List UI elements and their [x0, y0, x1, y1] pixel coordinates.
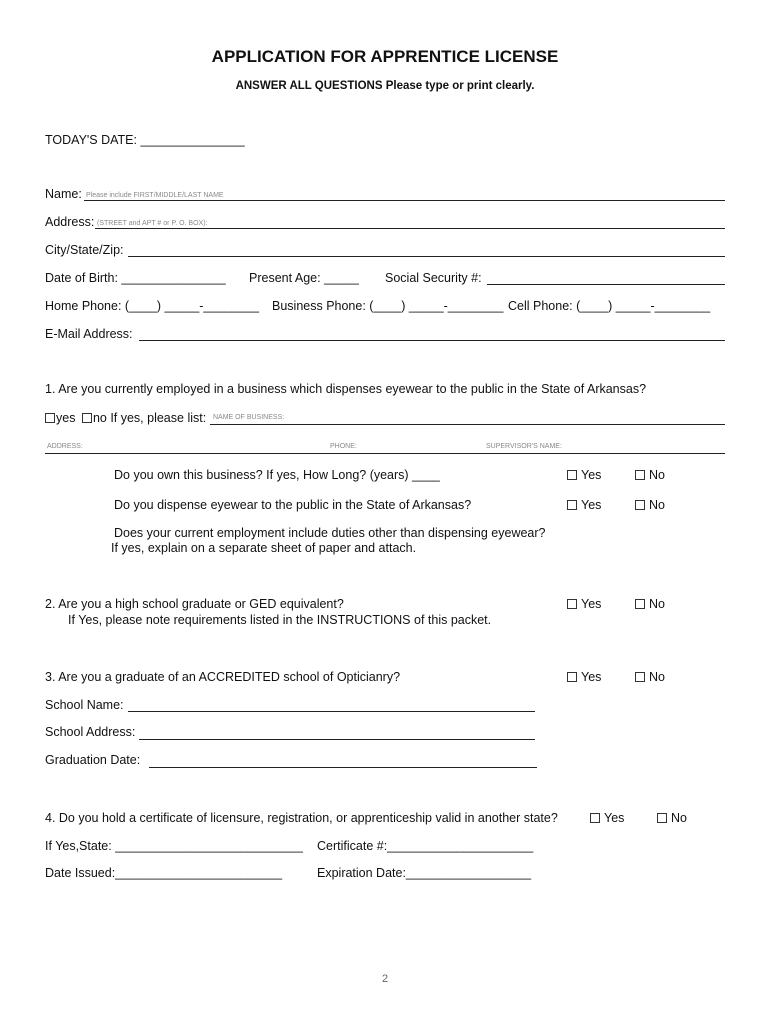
school-address-field[interactable]	[139, 739, 535, 740]
own-business-no[interactable]	[635, 468, 665, 482]
no-label: No	[649, 498, 665, 512]
q2-no[interactable]	[635, 597, 665, 611]
dispense-question: Do you dispense eyewear to the public in the State of Arkansas?	[114, 498, 472, 512]
ssn-field[interactable]	[487, 284, 725, 285]
own-business-yes[interactable]	[567, 468, 601, 482]
question-2-note: If Yes, please note requirements listed in the INSTRUCTIONS of this packet.	[68, 613, 492, 627]
business-phone-field[interactable]: Business Phone: (____) _____-________	[272, 299, 504, 313]
q1-no-label: no If yes, please list:	[92, 411, 207, 425]
yes-label: Yes	[604, 811, 625, 825]
school-name-label: School Name:	[45, 698, 124, 712]
q3-yes[interactable]	[567, 670, 601, 684]
name-field[interactable]	[84, 200, 725, 201]
q1-no-checkbox[interactable]	[82, 413, 92, 423]
name-label: Name:	[45, 187, 82, 201]
checkbox-icon[interactable]	[567, 599, 577, 609]
email-field[interactable]	[139, 340, 725, 341]
dispense-no[interactable]	[635, 498, 665, 512]
address-field[interactable]	[95, 228, 725, 229]
email-label: E-Mail Address:	[45, 327, 133, 341]
q1-yes-label: yes	[56, 411, 76, 425]
checkbox-icon[interactable]	[567, 500, 577, 510]
date-issued-field[interactable]: Date Issued:________________________	[45, 866, 283, 880]
form-title: APPLICATION FOR APPRENTICE LICENSE	[211, 47, 559, 66]
checkbox-icon[interactable]	[635, 599, 645, 609]
checkbox-icon[interactable]	[635, 470, 645, 480]
form-subtitle: ANSWER ALL QUESTIONS Please type or print clearly.	[235, 80, 535, 92]
graduation-date-label: Graduation Date:	[45, 753, 141, 767]
certificate-number-field[interactable]: Certificate #:_____________________	[317, 839, 534, 853]
question-3: 3. Are you a graduate of an ACCREDITED school of Opticianry?	[45, 670, 401, 684]
question-4: 4. Do you hold a certificate of licensure, registration, or apprenticeship valid in another state?	[45, 811, 558, 825]
name-of-business-field[interactable]	[210, 424, 725, 425]
question-1: 1. Are you currently employed in a business which dispenses eyewear to the public in the State of Arkansas?	[45, 382, 647, 396]
checkbox-icon[interactable]	[635, 672, 645, 682]
no-label: No	[649, 670, 665, 684]
cell-phone-field[interactable]: Cell Phone: (____) _____-________	[508, 299, 711, 313]
graduation-date-field[interactable]	[149, 767, 537, 768]
name-hint: Please include FIRST/MIDDLE/LAST NAME	[86, 192, 224, 199]
city-state-zip-label: City/State/Zip:	[45, 243, 124, 257]
question-2: 2. Are you a high school graduate or GED equivalent?	[45, 597, 344, 611]
supervisor-name-hint: SUPERVISOR'S NAME:	[486, 443, 562, 450]
business-phone-hint: PHONE:	[330, 443, 357, 450]
business-details-field[interactable]	[45, 453, 725, 454]
q1-yes-checkbox[interactable]	[45, 413, 55, 423]
city-state-zip-field[interactable]	[128, 256, 725, 257]
q2-yes[interactable]	[567, 597, 601, 611]
other-duties-question: Does your current employment include duties other than dispensing eyewear?	[114, 526, 546, 540]
yes-label: Yes	[581, 498, 602, 512]
other-duties-explain: If yes, explain on a separate sheet of paper and attach.	[111, 541, 417, 555]
dispense-yes[interactable]	[567, 498, 601, 512]
expiration-date-field[interactable]: Expiration Date:__________________	[317, 866, 532, 880]
address-label: Address:	[45, 215, 95, 229]
todays-date-field[interactable]: TODAY'S DATE: _______________	[45, 133, 245, 147]
q3-no[interactable]	[635, 670, 665, 684]
no-label: No	[671, 811, 687, 825]
checkbox-icon[interactable]	[657, 813, 667, 823]
no-label: No	[649, 597, 665, 611]
q1-answer-row	[45, 411, 206, 425]
checkbox-icon[interactable]	[635, 500, 645, 510]
no-label: No	[649, 468, 665, 482]
yes-label: Yes	[581, 468, 602, 482]
school-address-label: School Address:	[45, 725, 136, 739]
own-business-question: Do you own this business? If yes, How Long? (years) ____	[114, 468, 440, 482]
q4-no[interactable]	[657, 811, 687, 825]
if-yes-state-field[interactable]: If Yes,State: ___________________________	[45, 839, 303, 853]
business-address-hint: ADDRESS:	[47, 443, 83, 450]
date-of-birth-field[interactable]: Date of Birth: _______________	[45, 271, 226, 285]
checkbox-icon[interactable]	[567, 672, 577, 682]
home-phone-field[interactable]: Home Phone: (____) _____-________	[45, 299, 260, 313]
yes-label: Yes	[581, 670, 602, 684]
ssn-label: Social Security #:	[385, 271, 482, 285]
page-number: 2	[381, 973, 389, 985]
checkbox-icon[interactable]	[590, 813, 600, 823]
q4-yes[interactable]	[590, 811, 624, 825]
school-name-field[interactable]	[128, 711, 535, 712]
present-age-field[interactable]: Present Age: _____	[249, 271, 359, 285]
address-hint: (STREET and APT # or P. O. BOX):	[97, 220, 208, 227]
yes-label: Yes	[581, 597, 602, 611]
name-of-business-hint: NAME OF BUSINESS:	[213, 414, 285, 421]
checkbox-icon[interactable]	[567, 470, 577, 480]
